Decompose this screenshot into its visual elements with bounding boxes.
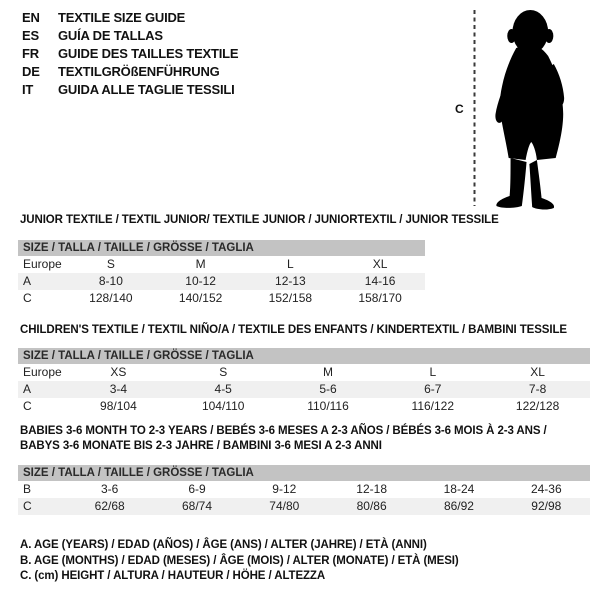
language-code: FR [22,46,39,61]
language-list [22,9,238,99]
toddler-silhouette [495,10,564,210]
table-row [18,498,590,515]
toddler-silhouette-figure [440,2,600,214]
height-cell: 116/122 [411,399,455,413]
row-label: Europe [23,257,62,271]
age-cell: 12-13 [275,274,306,288]
age-cell: 10-12 [185,274,216,288]
age-cell: 9-12 [272,482,297,496]
table-row [18,364,590,381]
junior-table-title: JUNIOR TEXTILE / TEXTIL JUNIOR/ TEXTILE JUNIOR / JUNIORTEXTIL / JUNIOR TESSILE [20,214,499,226]
language-row-es [22,27,238,45]
size-cell: XS [110,365,127,379]
table-row [18,381,590,398]
height-cell: 140/152 [178,291,223,305]
row-label: Europe [23,365,62,379]
junior-size-table [18,240,425,307]
height-cell: 92/98 [531,499,562,513]
age-cell: 6-7 [424,382,442,396]
size-cell: S [106,257,115,271]
size-cell: M [195,257,206,271]
height-cell: 110/116 [307,399,349,413]
language-code: IT [22,82,34,97]
height-cell: 152/158 [268,291,313,305]
height-cell: 68/74 [181,499,212,513]
row-label: A [23,274,32,288]
language-code: DE [22,64,40,79]
language-row-en [22,9,238,27]
age-cell: 4-5 [214,382,232,396]
language-label: GUIDE DES TAILLES TEXTILE [58,46,239,61]
age-cell: 3-4 [109,382,128,396]
row-label: C [23,399,32,413]
language-row-de [22,63,238,81]
language-code: EN [22,10,40,25]
age-cell: 14-16 [364,274,396,288]
size-table-header: SIZE / TALLA / TAILLE / GRÖSSE / TAGLIA [18,240,425,256]
children-table-title: CHILDREN'S TEXTILE / TEXTIL NIÑO/A / TEXTILE DES ENFANTS / KINDERTEXTIL / BAMBINI TESSILE [20,324,567,336]
legend [20,538,580,585]
height-cell: 104/110 [201,399,245,413]
age-cell: 8-10 [98,274,123,288]
height-cell: 122/128 [515,399,560,413]
legend-line-a: A. AGE (YEARS) / EDAD (AÑOS) / ÂGE (ANS) / ALTER (JAHRE) / ETÀ (ANNI) [20,539,427,551]
height-cell: 128/140 [89,291,133,305]
size-cell: M [322,365,333,379]
height-cell: 80/86 [356,499,387,513]
size-cell: XL [530,365,545,379]
height-cell: 98/104 [100,399,137,413]
age-cell: 3-6 [100,482,119,496]
age-cell: 12-18 [356,482,387,496]
age-cell: 18-24 [443,482,475,496]
language-label: GUÍA DE TALLAS [58,28,163,43]
table-row [18,398,590,415]
language-code: ES [22,28,39,43]
age-cell: 7-8 [528,382,547,396]
age-cell: 5-6 [319,382,337,396]
size-table-header: SIZE / TALLA / TAILLE / GRÖSSE / TAGLIA [18,465,590,481]
row-label: C [23,499,32,513]
language-row-it [22,81,238,99]
size-cell: XL [372,257,388,271]
size-cell: L [287,257,294,271]
row-label: B [23,482,32,496]
language-label: TEXTILGRÖßENFÜHRUNG [58,64,220,79]
row-label: A [23,382,32,396]
height-cell: 158/170 [358,291,402,305]
table-row [18,290,425,307]
language-label: TEXTILE SIZE GUIDE [58,10,186,25]
table-row [18,256,425,273]
row-label: C [23,291,32,305]
babies-size-table [18,465,590,515]
size-cell: L [429,365,437,379]
children-size-table [18,348,590,415]
legend-line-b: B. AGE (MONTHS) / EDAD (MESES) / ÂGE (MOIS) / ALTER (MONATE) / ETÀ (MESI) [20,554,459,567]
age-cell: 24-36 [530,482,562,496]
age-cell: 6-9 [188,482,206,496]
legend-line-c: C. (cm) HEIGHT / ALTURA / HAUTEUR / HÖHE / ALTEZZA [20,570,326,582]
language-row-fr [22,45,238,63]
height-cell: 86/92 [443,499,474,513]
size-table-header: SIZE / TALLA / TAILLE / GRÖSSE / TAGLIA [18,348,590,364]
table-row [18,273,425,290]
table-row [18,481,590,498]
height-measure-label: C [455,102,464,116]
babies-table-title: BABIES 3-6 MONTH TO 2-3 YEARS / BEBÉS 3-6 MESES A 2-3 AÑOS / BÉBÉS 3-6 MOIS À 2-3 ANS / BABYS 3-6 MONATE BIS 2-3 JAHRE / BAMBINI 3-6 MESI A 2-3 ANNI [20,425,547,452]
height-cell: 74/80 [269,499,300,513]
language-label: GUIDA ALLE TAGLIE TESSILI [58,82,235,97]
size-cell: S [219,365,228,379]
height-cell: 62/68 [94,499,125,513]
